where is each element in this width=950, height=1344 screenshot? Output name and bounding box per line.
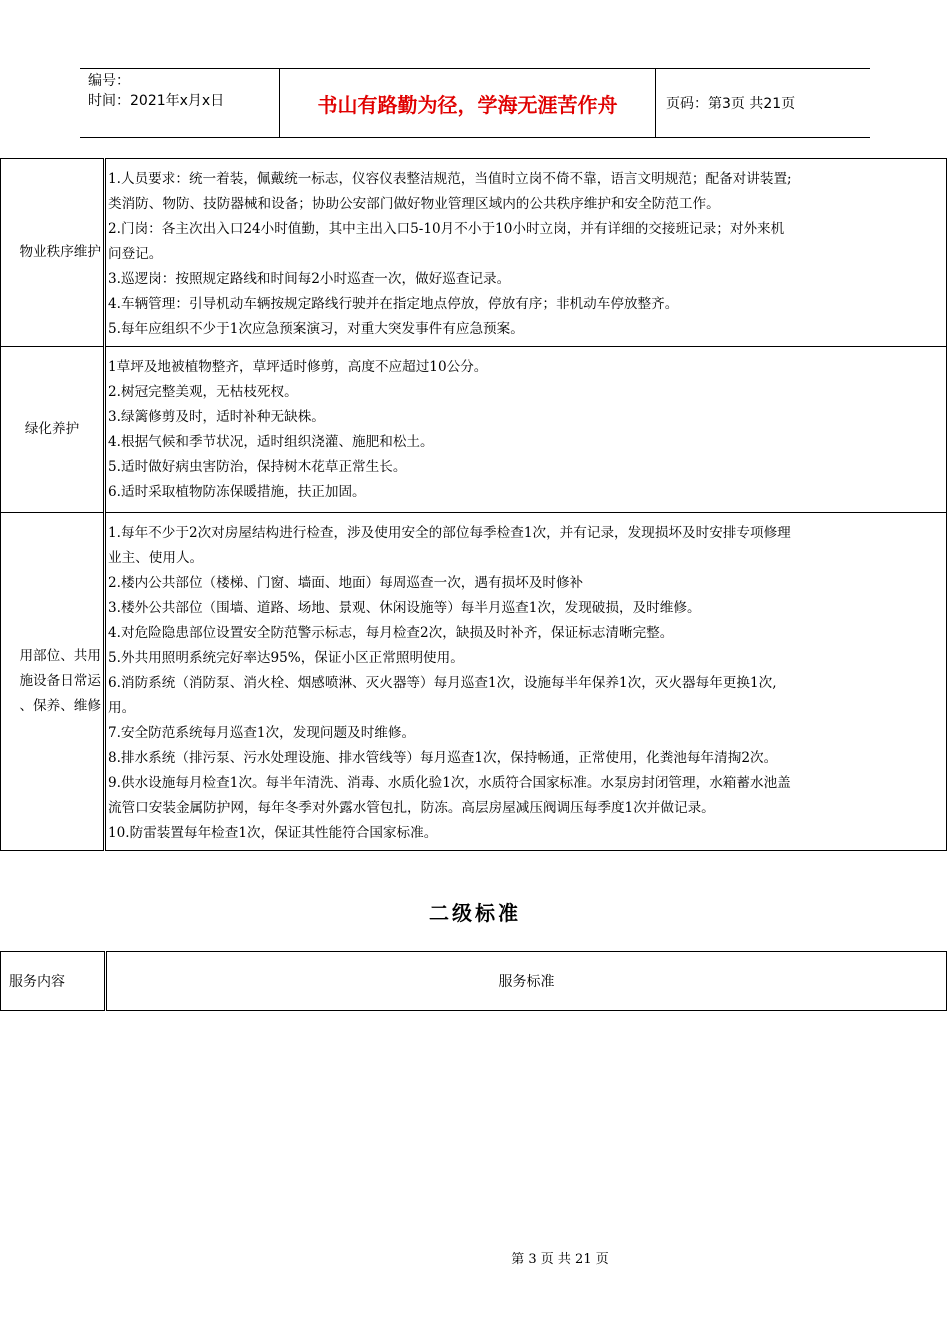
list-item: 5.适时做好病虫害防治，保持树木花草正常生长。 xyxy=(108,459,407,475)
list-item: 10.防雷装置每年检查1次，保证其性能符合国家标准。 xyxy=(108,825,438,841)
category-line: 用部位、共用 xyxy=(19,648,101,664)
list-item: 2.楼内公共部位（楼梯、门窗、墙面、地面）每周巡查一次，遇有损坏及时修补 xyxy=(108,575,584,591)
header-page-label: 页码：第3页 共21页 xyxy=(666,96,796,112)
list-item: 业主、使用人。 xyxy=(108,550,204,566)
category-cell xyxy=(1,347,105,513)
list-item: 4.根据气候和季节状况，适时组织浇灌、施肥和松土。 xyxy=(108,434,434,450)
list-item: 6.消防系统（消防泵、消火栓、烟感喷淋、灭火器等）每月巡查1次，设施每半年保养1次，灭火器每年更换1次, xyxy=(108,675,777,691)
list-item: 4.对危险隐患部位设置安全防范警示标志，每月检查2次，缺损及时补齐，保证标志清晰完整。 xyxy=(108,625,674,641)
list-item: 3.绿篱修剪及时，适时补种无缺株。 xyxy=(108,409,325,425)
category-line: 绿化养护 xyxy=(24,421,80,437)
list-item: 3.巡逻岗：按照规定路线和时间每2小时巡查一次，做好巡查记录。 xyxy=(108,271,511,287)
list-item: 流管口安装金属防护网，每年冬季对外露水管包扎，防冻。高层房屋减压阀调压每季度1次并做记录。 xyxy=(108,800,715,816)
page-header xyxy=(80,68,870,138)
list-item: 问登记。 xyxy=(108,246,163,262)
header-meta xyxy=(80,69,280,137)
list-item: 类消防、物防、技防器械和设备；协助公安部门做好物业管理区域内的公共秩序维护和安全防范工作。 xyxy=(108,196,720,212)
time-label: 时间：2021年x月x日 xyxy=(88,93,225,109)
list-item: 5.外共用照明系统完好率达95%，保证小区正常照明使用。 xyxy=(108,650,464,666)
standards-table xyxy=(0,158,947,851)
column-header-service-standard: 服务标准 xyxy=(106,952,947,1011)
header-motto: 书山有路勤为径，学海无涯苦作舟 xyxy=(280,69,656,137)
list-item: 5.每年应组织不少于1次应急预案演习，对重大突发事件有应急预案。 xyxy=(108,321,524,337)
column-header-service-content: 服务内容 xyxy=(1,952,106,1011)
list-item: 6.适时采取植物防冻保暖措施，扶正加固。 xyxy=(108,484,366,500)
list-item: 4.车辆管理：引导机动车辆按规定路线行驶并在指定地点停放，停放有序；非机动车停放整齐。 xyxy=(108,296,679,312)
list-item: 9.供水设施每月检查1次。每半年清洗、消毒、水质化验1次，水质符合国家标准。水泵房封闭管理，水箱蓄水池盖 xyxy=(108,775,791,791)
page-footer: 第 3 页 共 21 页 xyxy=(511,1252,609,1267)
list-item: 1.人员要求：统一着装，佩戴统一标志，仪容仪表整洁规范，当值时立岗不倚不靠，语言文明规范；配备对讲装置; xyxy=(108,171,792,187)
table-row xyxy=(1,347,947,513)
list-item: 用。 xyxy=(108,700,136,716)
level2-table xyxy=(0,951,947,1011)
items-cell xyxy=(105,513,947,851)
number-label: 编号： xyxy=(88,73,130,89)
list-item: 7.安全防范系统每月巡查1次，发现问题及时维修。 xyxy=(108,725,416,741)
category-line: 施设备日常运 xyxy=(19,673,101,689)
table-header-row xyxy=(1,952,947,1011)
list-item: 1.每年不少于2次对房屋结构进行检查，涉及使用安全的部位每季检查1次，并有记录，发现损坏及时安排专项修理 xyxy=(108,525,791,541)
list-item: 8.排水系统（排污泵、污水处理设施、排水管线等）每月巡查1次，保持畅通，正常使用，化粪池每年清掏2次。 xyxy=(108,750,778,766)
list-item: 2.树冠完整美观，无枯枝死杈。 xyxy=(108,384,298,400)
list-item: 3.楼外公共部位（围墙、道路、场地、景观、休闲设施等）每半月巡查1次，发现破损，及时维修。 xyxy=(108,600,701,616)
items-cell xyxy=(105,159,947,347)
section-title: 二级标准 xyxy=(429,901,521,925)
category-line: 、保养、维修 xyxy=(19,698,101,714)
list-item: 2.门岗：各主次出入口24小时值勤，其中主出入口5-10月不小于10小时立岗，并有详细的交接班记录；对外来机 xyxy=(108,221,785,237)
table-row xyxy=(1,513,947,851)
list-item: 1草坪及地被植物整齐，草坪适时修剪，高度不应超过10公分。 xyxy=(108,359,488,375)
category-line: 物业秩序维护 xyxy=(19,244,101,260)
table-row xyxy=(1,159,947,347)
items-cell xyxy=(105,347,947,513)
category-cell xyxy=(1,159,105,347)
category-cell xyxy=(1,513,105,851)
